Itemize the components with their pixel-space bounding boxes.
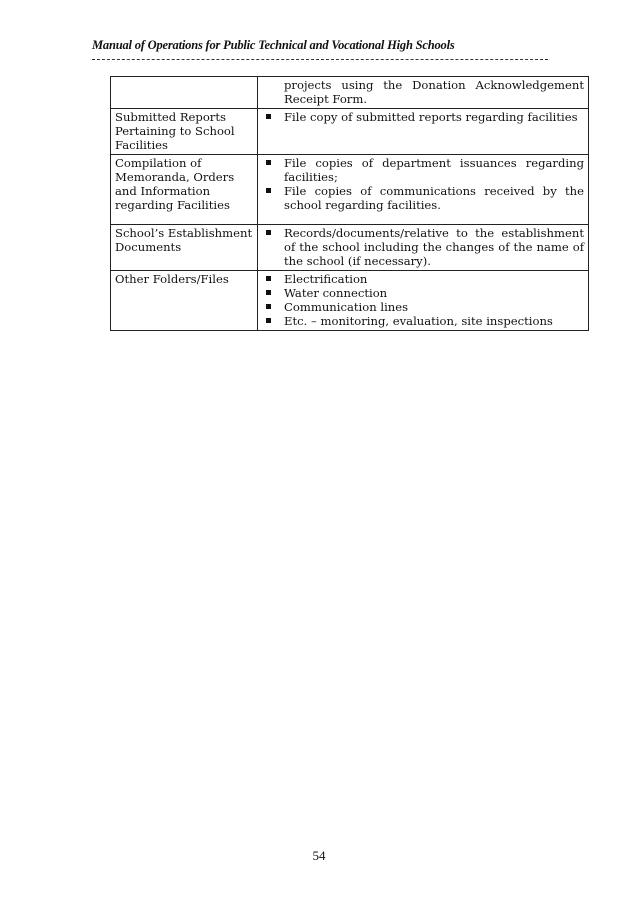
row-label: Compilation of Memoranda, Orders and Information regarding Facilities [111, 155, 258, 225]
list-item [262, 226, 584, 268]
list-item [262, 286, 584, 300]
table-row [111, 225, 589, 271]
row-label: School’s Establishment Documents [111, 225, 258, 271]
square-bullet-icon [266, 276, 271, 281]
table-row [111, 77, 589, 109]
row-items [258, 271, 589, 331]
facilities-records-table [110, 76, 589, 331]
list-item [262, 110, 584, 124]
list-item-text: Communication lines [284, 300, 409, 314]
table-cell-continuation: projects using the Donation Acknowledgement Receipt Form. [258, 77, 589, 109]
table-cell-empty [111, 77, 258, 109]
list-item-text: File copies of department issuances regarding facilities; [284, 156, 584, 184]
square-bullet-icon [266, 318, 271, 323]
square-bullet-icon [266, 114, 271, 119]
row-label: Submitted Reports Pertaining to School Facilities [111, 109, 258, 155]
square-bullet-icon [266, 304, 271, 309]
row-label: Other Folders/Files [111, 271, 258, 331]
list-item-text: Records/documents/relative to the establishment of the school including the changes of the name of the school (if necessary). [284, 226, 584, 268]
running-header: Manual of Operations for Public Technical and Vocational High Schools [92, 38, 455, 52]
square-bullet-icon [266, 290, 271, 295]
list-item [262, 314, 584, 328]
square-bullet-icon [266, 160, 271, 165]
list-item-text: File copies of communications received by the school regarding facilities. [284, 184, 584, 212]
table-row [111, 155, 589, 225]
header-divider [92, 59, 548, 60]
table-row [111, 271, 589, 331]
list-item-text: File copy of submitted reports regarding facilities [284, 110, 578, 124]
row-items [258, 109, 589, 155]
list-item-text: Water connection [284, 286, 388, 300]
row-items [258, 155, 589, 225]
list-item [262, 184, 584, 212]
list-item [262, 300, 584, 314]
square-bullet-icon [266, 230, 271, 235]
list-item-text: Etc. – monitoring, evaluation, site inspections [284, 314, 553, 328]
page-number: 54 [312, 848, 326, 863]
row-items [258, 225, 589, 271]
list-item [262, 156, 584, 184]
square-bullet-icon [266, 188, 271, 193]
list-item [262, 272, 584, 286]
table-row [111, 109, 589, 155]
list-item-text: Electrification [284, 272, 368, 286]
